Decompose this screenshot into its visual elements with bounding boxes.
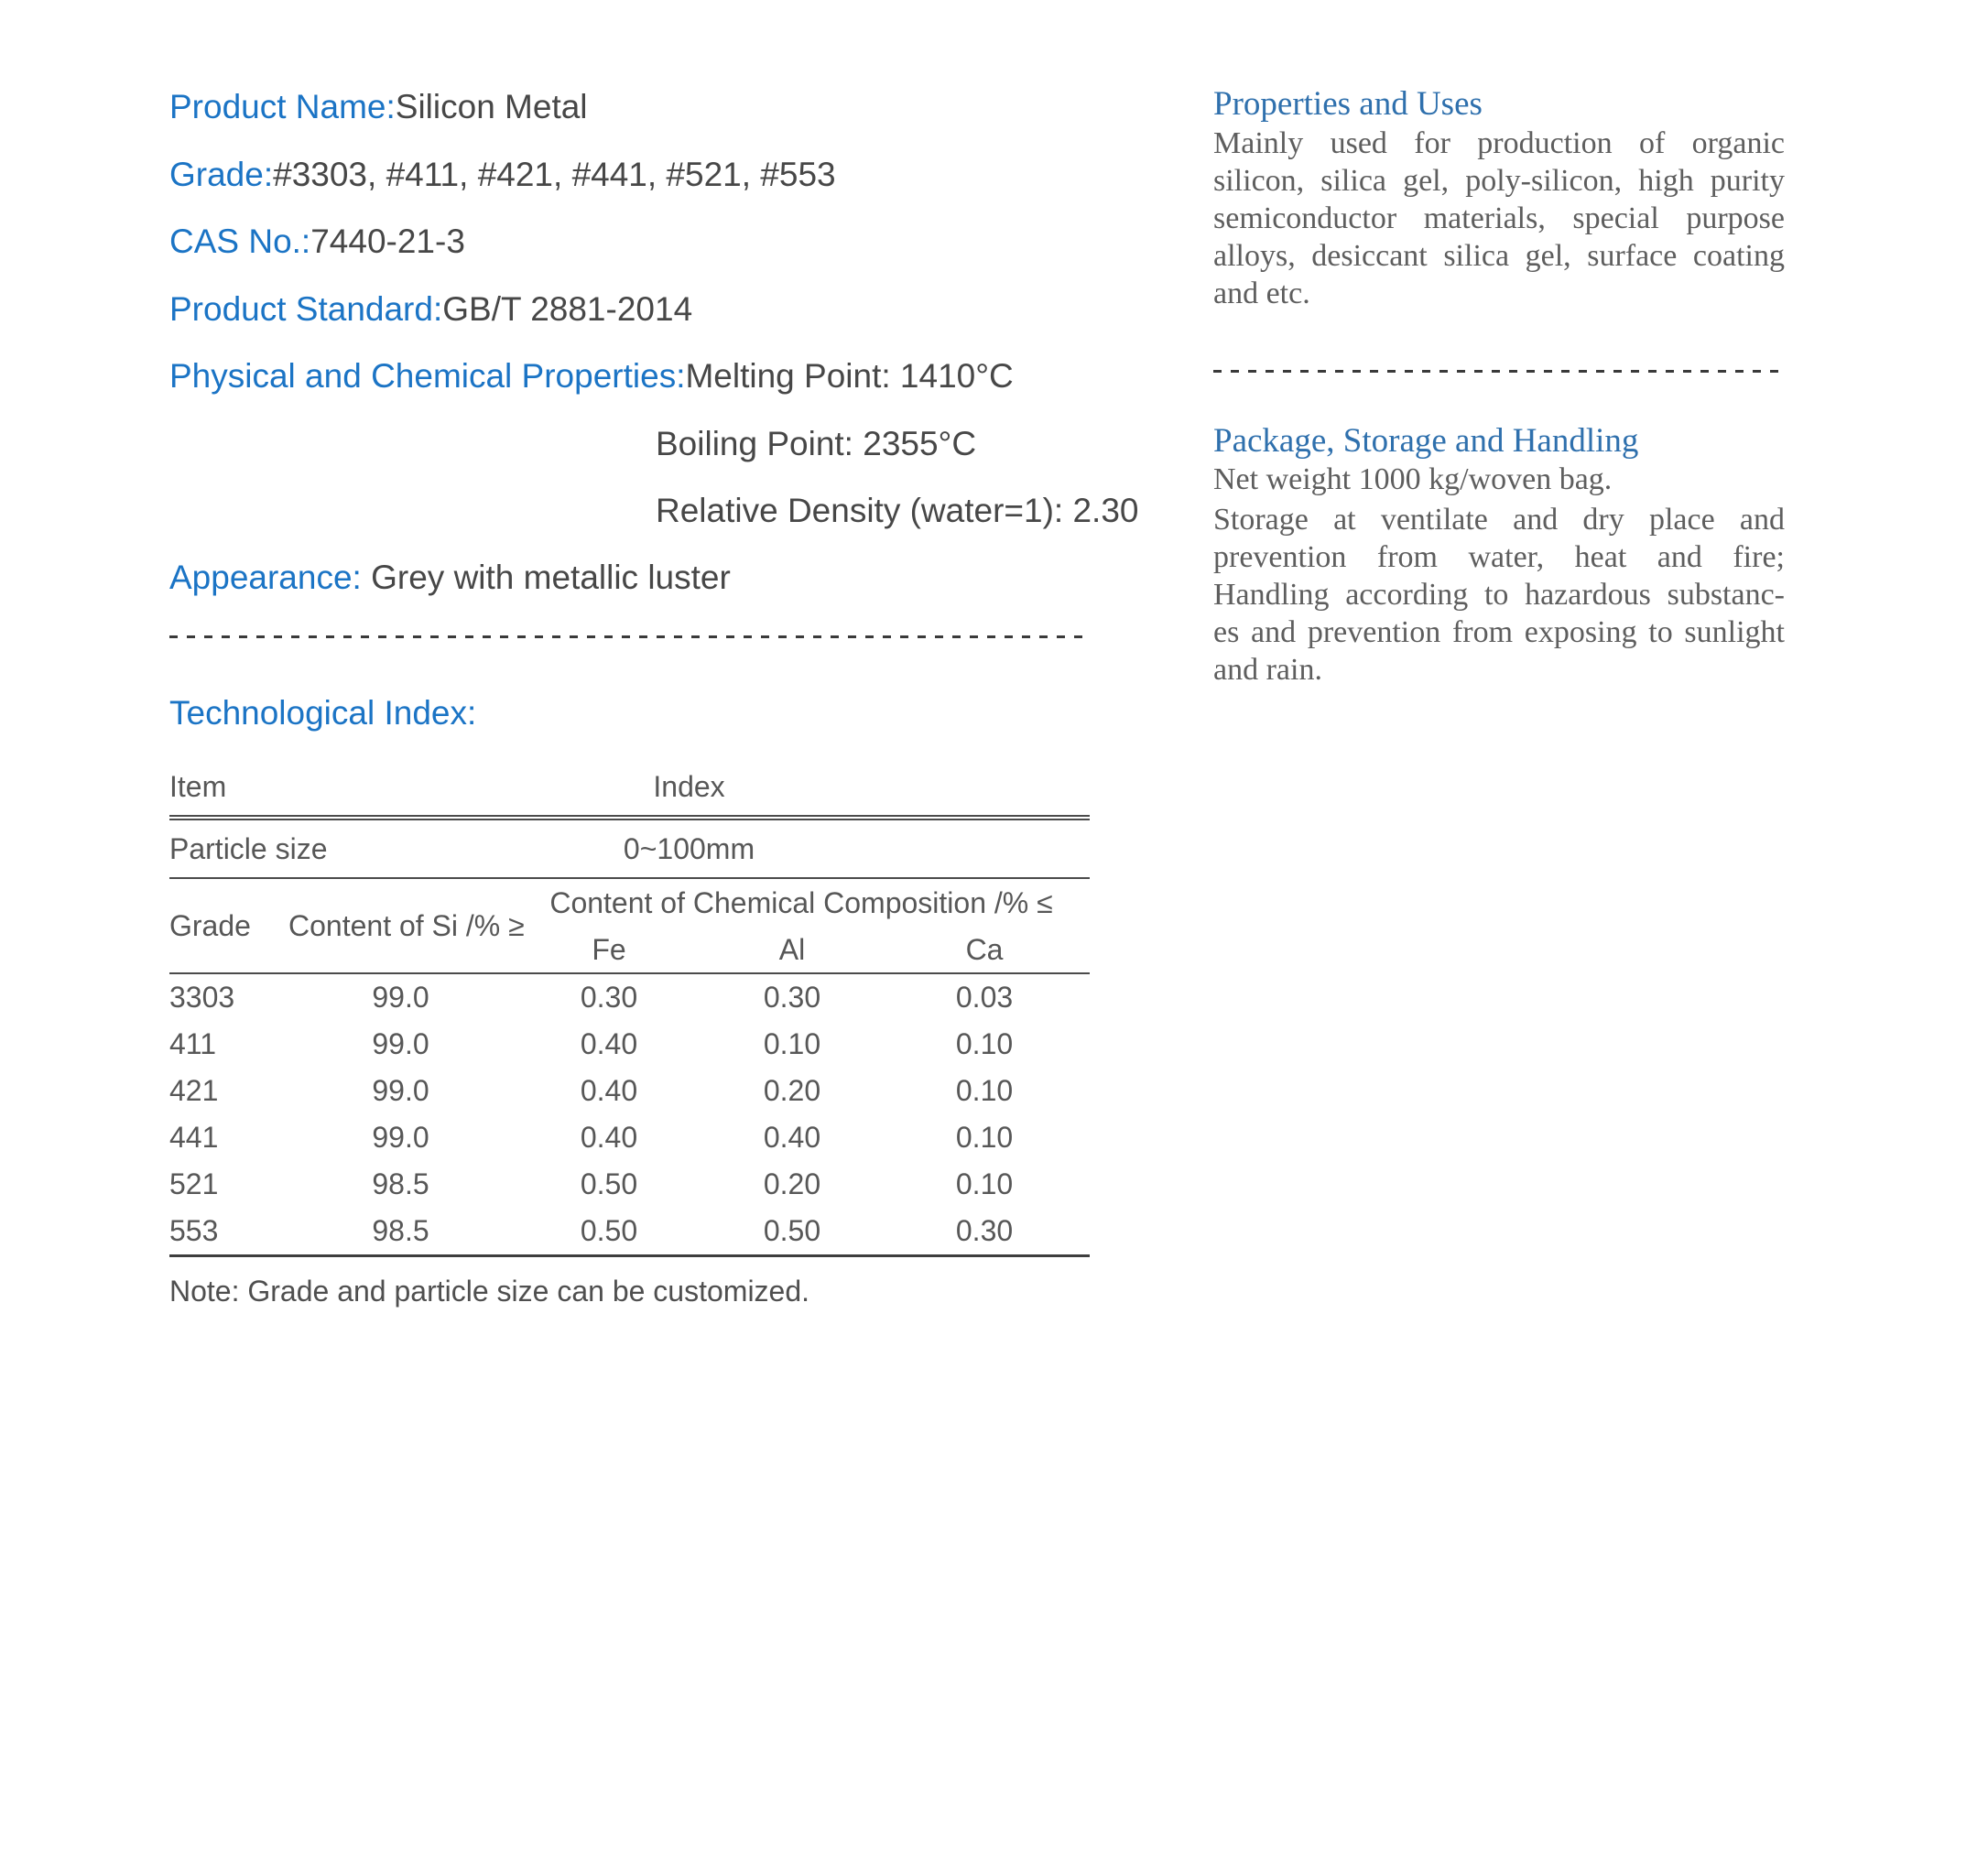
table-row [169,1068,1090,1114]
grade-label: Grade: [169,156,274,193]
paragraph-line: Storage at ventilate and dry place and [1213,503,1785,537]
index-header: Index [288,758,1090,818]
chem-composition-header: Content of Chemical Composition /% ≤ [549,885,1053,919]
standard-value: GB/T 2881-2014 [442,290,693,328]
si-cell: 99.0 [372,981,429,1014]
grade-column-header: Grade [169,878,288,973]
grade-cell: 421 [169,1074,219,1107]
tech-index-table [169,758,1090,1257]
appearance-label: Appearance: [169,559,362,596]
table-note: Note: Grade and particle size can be customized. [169,1275,810,1308]
grade-cell: 3303 [169,981,235,1014]
si-cell: 98.5 [288,1208,513,1256]
al-cell: 0.40 [763,1121,821,1154]
cas-value: 7440-21-3 [310,223,465,260]
al-cell: 0.10 [763,1027,821,1060]
grade-cell: 521 [169,1167,219,1200]
paragraph-line: and etc. [1213,277,1310,310]
ca-cell: 0.10 [955,1167,1014,1200]
paragraph-line: silicon, silica gel, poly-silicon, high purity [1213,164,1785,198]
product-name-label: Product Name: [169,88,396,125]
fe-cell: 0.30 [580,981,638,1014]
paragraph-line: prevention from water, heat and fire; [1213,540,1785,574]
ca-cell: 0.10 [955,1074,1014,1107]
table-header-row [169,758,1090,818]
melting-point-value: Melting Point: 1410°C [685,357,1014,395]
paragraph-line: es and prevention from exposing to sunlight [1213,615,1785,649]
physchem-line [169,355,1014,397]
storage-handling-paragraph [1213,501,1785,689]
fe-cell: 0.40 [580,1121,638,1154]
boiling-point-value: Boiling Point: 2355°C [656,425,977,462]
cas-line [169,221,465,263]
boiling-point-line [656,423,976,465]
fe-cell: 0.50 [513,1208,705,1256]
properties-uses-heading: Properties and Uses [1213,85,1483,123]
table-row [169,1114,1090,1161]
al-cell: 0.20 [763,1074,821,1107]
net-weight-line: Net weight 1000 kg/woven bag. [1213,462,1613,496]
properties-uses-paragraph [1213,125,1785,312]
physchem-label: Physical and Chemical Properties: [169,357,686,395]
grade-cell: 553 [169,1208,288,1256]
si-cell: 98.5 [372,1167,429,1200]
paragraph-line: and rain. [1213,653,1322,687]
item-header: Item [169,758,288,818]
al-cell: 0.30 [763,981,821,1014]
al-cell: 0.50 [705,1208,879,1256]
package-storage-heading: Package, Storage and Handling [1213,422,1639,460]
composition-header-row [169,878,1090,927]
product-name-line [169,86,588,128]
product-name-value: Silicon Metal [395,88,588,125]
fe-header: Fe [513,927,705,973]
right-dashed-divider [1213,370,1783,373]
left-dashed-divider [169,635,1090,638]
standard-label: Product Standard: [169,290,443,328]
table-row [169,1161,1090,1208]
appearance-value: Grey with metallic luster [361,559,731,596]
appearance-line [169,557,731,599]
paragraph-line: Mainly used for production of organic [1213,126,1785,160]
si-cell: 99.0 [372,1027,429,1060]
density-line [656,490,1139,532]
standard-line [169,288,692,331]
grade-line [169,154,836,196]
al-header: Al [705,927,879,973]
al-cell: 0.20 [763,1167,821,1200]
particle-size-value: 0~100mm [288,818,1090,878]
grade-cell: 441 [169,1121,219,1154]
density-value: Relative Density (water=1): 2.30 [656,492,1139,529]
paragraph-line: Handling according to hazardous substanc- [1213,578,1785,612]
ca-cell: 0.03 [955,981,1014,1014]
fe-cell: 0.40 [580,1027,638,1060]
ca-cell: 0.30 [879,1208,1090,1256]
fe-cell: 0.50 [580,1167,638,1200]
particle-size-label: Particle size [169,818,288,878]
grade-cell: 411 [169,1027,217,1060]
table-row [169,973,1090,1021]
table-row [169,1208,1090,1256]
tech-index-heading: Technological Index: [169,694,477,732]
cas-label: CAS No.: [169,223,311,260]
fe-cell: 0.40 [580,1074,638,1107]
si-cell: 99.0 [372,1074,429,1107]
ca-cell: 0.10 [955,1027,1014,1060]
paragraph-line: semiconductor materials, special purpose [1213,201,1785,235]
si-cell: 99.0 [372,1121,429,1154]
particle-size-row [169,818,1090,878]
table-row [169,1021,1090,1068]
si-column-header: Content of Si /% ≥ [288,878,513,973]
paragraph-line: alloys, desiccant silica gel, surface coating [1213,239,1785,273]
ca-header: Ca [879,927,1090,973]
grade-value: #3303, #411, #421, #441, #521, #553 [273,156,836,193]
ca-cell: 0.10 [955,1121,1014,1154]
